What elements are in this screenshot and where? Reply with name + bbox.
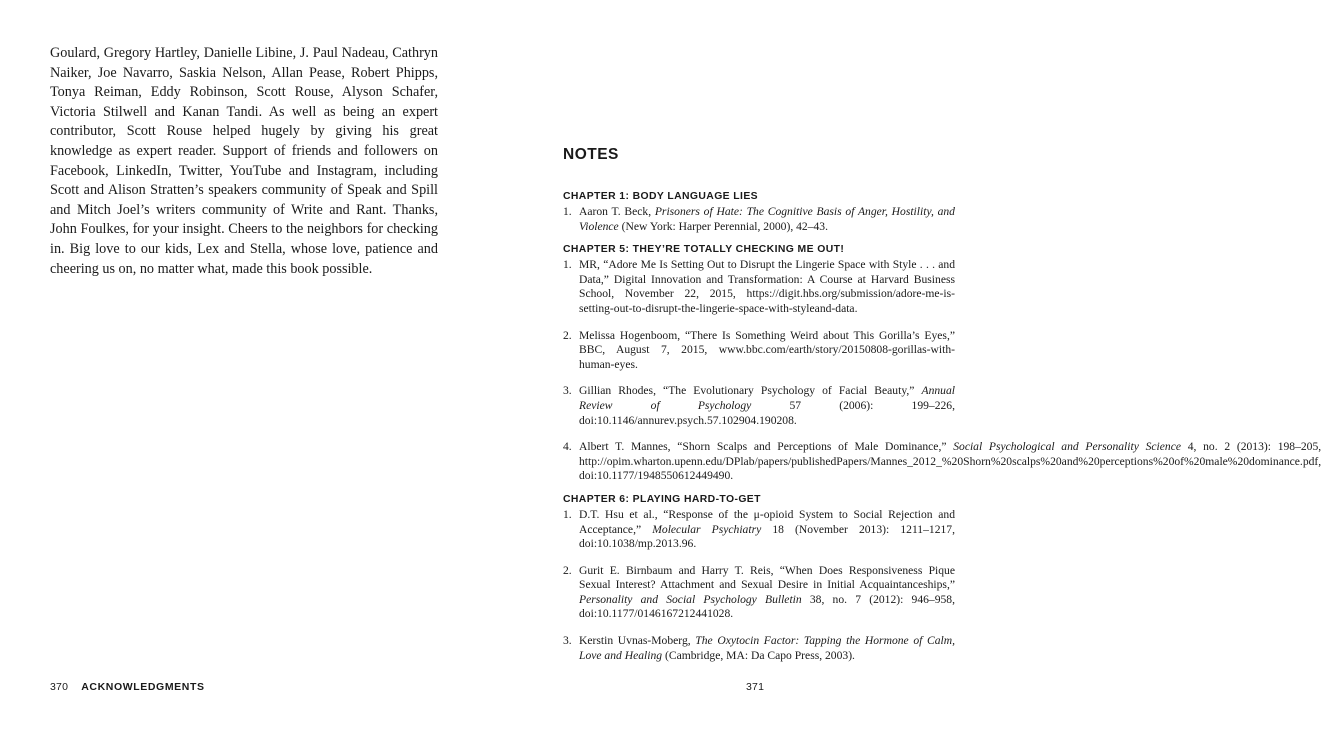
note-italic-title: Prisoners of Hate: The Cognitive Basis of Anger, Hostility, and Violence bbox=[579, 205, 955, 233]
chapter-heading: CHAPTER 5: THEY’RE TOTALLY CHECKING ME OUT! bbox=[563, 244, 845, 256]
left-page bbox=[0, 0, 500, 750]
note-text: D.T. Hsu et al., “Response of the μ-opioid System to Social Rejection and Acceptance,” Molecular Psychiatry 18 (November 2013): 1211–1217, doi:10.1038/mp.2013.96. bbox=[579, 507, 955, 551]
note-italic-title: Molecular Psychiatry bbox=[652, 522, 762, 536]
note-number: 2. bbox=[563, 328, 572, 342]
note-entry bbox=[563, 329, 955, 373]
note-entry bbox=[563, 564, 955, 622]
running-head: ACKNOWLEDGMENTS bbox=[81, 681, 205, 693]
right-page bbox=[500, 0, 1321, 750]
note-text: Kerstin Uvnas-Moberg, The Oxytocin Factor: Tapping the Hormone of Calm, Love and Healing (Cambridge, MA: Da Capo Press, 2003). bbox=[579, 634, 956, 662]
chapter-heading: CHAPTER 6: PLAYING HARD-TO-GET bbox=[563, 493, 761, 505]
note-italic-title: Annual Review of Psychology bbox=[579, 384, 955, 412]
note-number: 2. bbox=[563, 563, 572, 577]
note-italic-title: The Oxytocin Factor: Tapping the Hormone of Calm, Love and Healing bbox=[579, 634, 956, 662]
note-number: 1. bbox=[563, 507, 572, 521]
note-entry bbox=[563, 205, 955, 234]
note-entry bbox=[563, 634, 955, 663]
note-number: 1. bbox=[563, 205, 572, 218]
chapter-1-notes bbox=[563, 190, 955, 234]
note-number: 3. bbox=[563, 384, 572, 398]
chapter-5-notes bbox=[563, 243, 1321, 484]
left-page-number: 370 bbox=[50, 681, 69, 693]
note-entry bbox=[563, 258, 955, 316]
note-number: 1. bbox=[563, 258, 572, 272]
note-italic-title: Personality and Social Psychology Bulletin bbox=[579, 592, 802, 606]
note-entry bbox=[563, 508, 955, 552]
chapter-6-notes bbox=[563, 493, 955, 663]
chapter-heading: CHAPTER 1: BODY LANGUAGE LIES bbox=[563, 191, 758, 202]
note-text: Aaron T. Beck, Prisoners of Hate: The Cognitive Basis of Anger, Hostility, and Violence (New York: Harper Perennial, 2000), 42–43. bbox=[579, 205, 955, 233]
notes-title: NOTES bbox=[563, 146, 619, 163]
note-text: Albert T. Mannes, “Shorn Scalps and Perceptions of Male Dominance,” Social Psychological and Personality Science 4, no. 2 (2013): 198–205, http://opim.wharton.upenn.edu/DPlab/papers/publishedPapers/Mannes_2012_%20Shorn%20scalps%20and%20perceptions%20of%20male%20dominance.pdf, doi:10.1177/1948550612449490. bbox=[579, 440, 1321, 483]
notes-list bbox=[563, 190, 1321, 672]
acknowledgments-text: Goulard, Gregory Hartley, Danielle Libine, J. Paul Nadeau, Cathryn Naiker, Joe Navarro, Saskia Nelson, Allan Pease, Robert Phipps, Tonya Reiman, Eddy Robinson, Scott Rouse, Alyson Schafer, Victoria Stilwell and Kanan Tandi. As well as being an expert contributor, Scott Rouse helped hugely by giving his great knowledge as expert reader. Support of friends and followers on Facebook, LinkedIn, Twitter, YouTube and Instagram, including Scott and Alison Stratten’s speakers community of Speak and Spill and Mitch Joel’s writers community of Write and Rant. Thanks, John Foulkes, for your insight. Cheers to the neighbors for checking in. Big love to our kids, Lex and Stella, whose love, patience and cheering us on, no matter what, made this book possible. bbox=[50, 45, 438, 277]
note-entry bbox=[563, 440, 1321, 484]
note-number: 3. bbox=[563, 634, 572, 648]
note-entry bbox=[563, 384, 955, 428]
note-number: 4. bbox=[563, 440, 572, 454]
note-text: MR, “Adore Me Is Setting Out to Disrupt the Lingerie Space with Style . . . and Data,” Digital Innovation and Transformation: A Course at Harvard Business School, November 22, 2015, https://digit.hbs.org/submission/adore-me-is-setting-out-to-disrupt-the-lingerie-space-with-styleand-data. bbox=[579, 258, 955, 315]
right-page-number: 371 bbox=[746, 681, 765, 693]
note-text: Gurit E. Birnbaum and Harry T. Reis, “When Does Responsiveness Pique Sexual Interest? Attachment and Sexual Desire in Initial Acquaintanceships,” Personality and Social Psychology Bulletin 38, no. 7 (2012): 946–958, doi:10.1177/0146167212441028. bbox=[579, 563, 955, 621]
left-page-footer bbox=[50, 681, 205, 693]
note-text: Gillian Rhodes, “The Evolutionary Psychology of Facial Beauty,” Annual Review of Psychology 57 (2006): 199–226, doi:10.1146/annurev.psych.57.102904.190208. bbox=[579, 384, 955, 427]
note-text: Melissa Hogenboom, “There Is Something Weird about This Gorilla’s Eyes,” BBC, August 7, 2015, www.bbc.com/earth/story/20150808-gorillas-with-human-eyes. bbox=[579, 328, 955, 371]
note-italic-title: Social Psychological and Personality Science bbox=[953, 440, 1181, 454]
